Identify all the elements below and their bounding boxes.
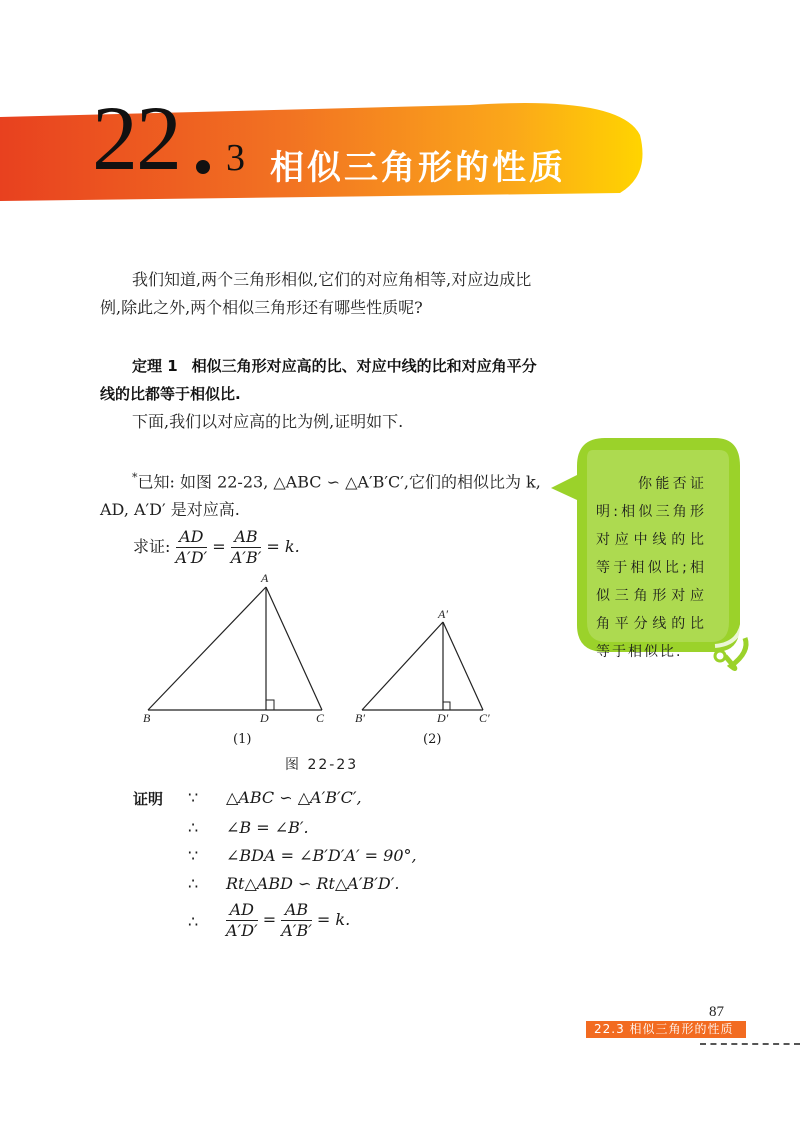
proof-step: Rt△ABD ∽ Rt△A′B′D′. <box>226 874 400 893</box>
label-d: D <box>260 711 269 725</box>
fraction-denominator: A′D′ <box>226 921 258 940</box>
fraction-numerator: AB <box>231 527 262 548</box>
label-b-prime: B′ <box>355 711 365 725</box>
proof-symbol: ∴ <box>188 912 199 931</box>
label-a-prime: A′ <box>438 607 448 621</box>
edge-ab <box>148 587 266 710</box>
proof-symbol: ∴ <box>188 874 199 893</box>
label-c-prime: C′ <box>479 711 490 725</box>
footer-section-label: 22.3 相似三角形的性质 <box>594 1022 734 1036</box>
theorem-text: 相似三角形对应高的比、对应中线的比和对应角平分线的比都等于相似比. <box>100 357 537 403</box>
fraction-ab <box>281 900 312 941</box>
example-intro: 下面,我们以对应高的比为例,证明如下. <box>132 412 404 431</box>
edge-a2b2 <box>362 622 443 710</box>
proof-label: 证明 <box>133 790 164 808</box>
section-title: 相似三角形的性质 <box>270 148 566 188</box>
proof-symbol: ∵ <box>188 788 199 807</box>
equals-sign: = <box>262 910 277 929</box>
edge-ac <box>266 587 322 710</box>
proof-step: ∠BDA = ∠B′D′A′ = 90°, <box>226 846 417 865</box>
fraction-denominator: A′B′ <box>230 548 262 567</box>
edge-a2c2 <box>443 622 483 710</box>
figure-22-23 <box>130 565 510 730</box>
right-angle-mark <box>266 700 274 710</box>
fraction-numerator: AB <box>281 900 312 921</box>
proof-symbol: ∴ <box>188 818 199 837</box>
figure-caption: 图 22-23 <box>285 757 359 773</box>
label-c: C <box>316 711 325 725</box>
equals-sign: = <box>212 537 226 556</box>
fraction-denominator: A′B′ <box>281 921 312 940</box>
fraction-denominator: A′D′ <box>175 548 208 567</box>
label-b: B <box>143 711 151 725</box>
proof-step: △ABC ∽ △A′B′C′, <box>226 788 362 807</box>
given-paragraph <box>100 464 550 524</box>
to-prove-label: 求证: <box>133 537 171 556</box>
proof-symbol: ∵ <box>188 846 199 865</box>
asterisk-mark: * <box>132 471 138 484</box>
fraction-ab <box>231 527 262 568</box>
fraction-numerator: AD <box>226 900 258 921</box>
figure-sub-1: (1) <box>233 732 252 747</box>
label-a: A <box>261 571 269 585</box>
theorem-1 <box>100 352 550 408</box>
theorem-label: 定理 1 <box>132 357 178 375</box>
equals-k: = k. <box>266 537 300 556</box>
callout-text <box>596 470 706 666</box>
equals-k: = k. <box>316 910 351 929</box>
chapter-dot <box>196 160 210 174</box>
intro-paragraph: 我们知道,两个三角形相似,它们的对应角相等,对应边成比例,除此之外,两个相似三角形还有哪些性质呢? <box>100 270 532 317</box>
fraction-ad <box>176 527 208 568</box>
fraction-numerator: AD <box>176 527 208 548</box>
fraction-ad <box>226 900 258 941</box>
footer-dotted-rule <box>700 1043 800 1045</box>
callout-body: 你能否证明:相似三角形对应中线的比等于相似比;相似三角形对应角平分线的比等于相似比. <box>596 476 706 660</box>
proof-step: ∠B = ∠B′. <box>226 818 309 837</box>
label-d-prime: D′ <box>437 711 449 725</box>
chapter-number: 22 <box>92 87 180 189</box>
given-text: 已知: 如图 22-23, △ABC ∽ △A′B′C′,它们的相似比为 k, AD, A′D′ 是对应高. <box>100 472 541 520</box>
figure-sub-2: (2) <box>423 732 442 747</box>
proof-conclusion <box>226 900 350 941</box>
page-number: 87 <box>709 1004 724 1020</box>
to-prove <box>133 527 300 568</box>
section-number: 3 <box>226 137 245 179</box>
right-angle-mark <box>443 702 450 710</box>
